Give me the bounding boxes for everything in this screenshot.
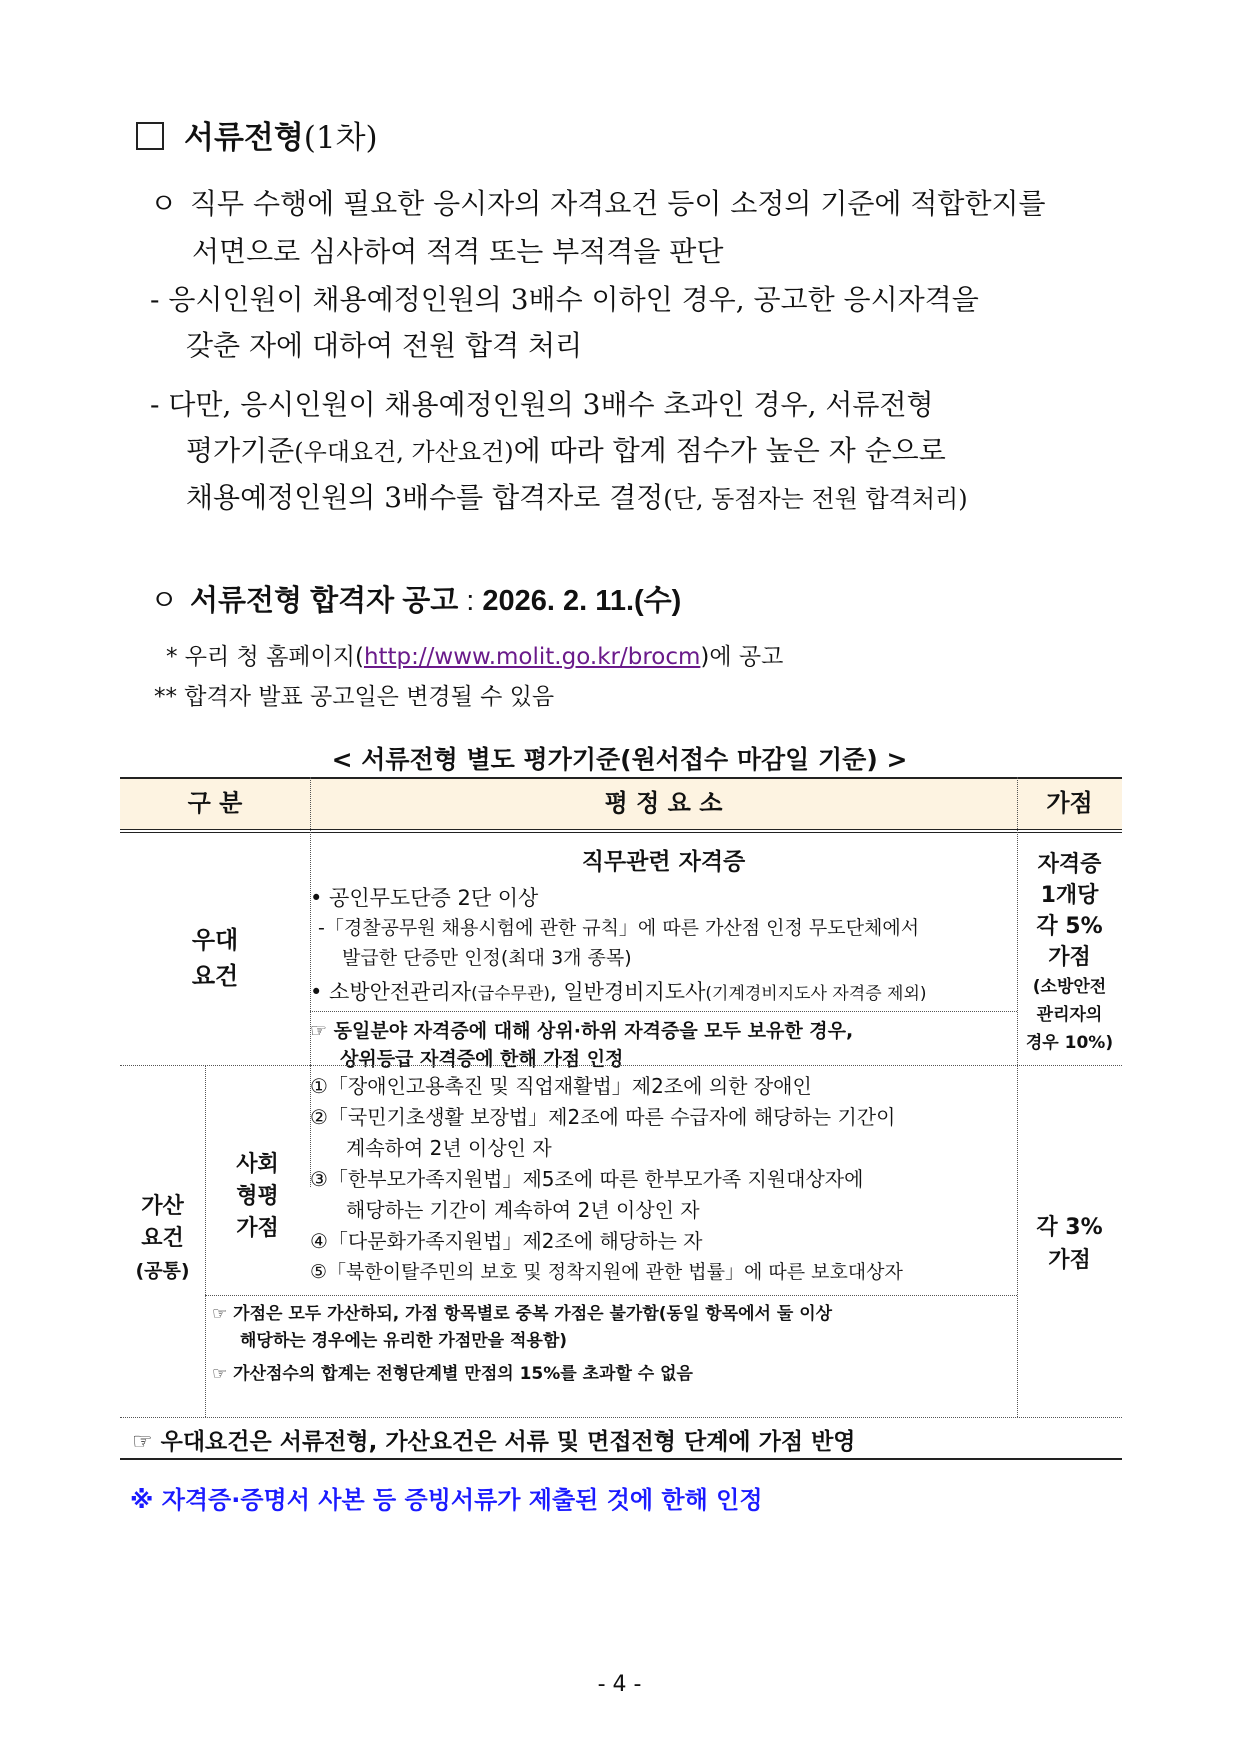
additional-note-2: ☞ 가산점수의 합계는 전형단계별 만점의 15%를 초과할 수 없음 xyxy=(212,1364,693,1384)
announcement-date: 2026. 2. 11.(수) xyxy=(482,585,682,617)
social-equity-line-1: 사회 xyxy=(236,1152,279,1177)
note-1 xyxy=(166,638,783,671)
preferred-item-2a: • 소방안전관리자 xyxy=(310,980,472,1004)
preferred-item-1-sub-2: 발급한 단증만 인정(최대 3개 종목) xyxy=(342,947,632,969)
additional-points-line-1: 각 3% xyxy=(1036,1215,1103,1240)
evidence-note: ※ 자격증·증명서 사본 등 증빙서류가 제출된 것에 한해 인정 xyxy=(130,1486,763,1514)
dash1-line-2: 갖춘 자에 대하여 전원 합격 처리 xyxy=(186,329,583,362)
preferred-item-2d: (기계경비지도사 자격증 제외) xyxy=(705,984,927,1004)
additional-item-2a: ②「국민기초생활 보장법」제2조에 따른 수급자에 해당하는 기간이 xyxy=(310,1105,896,1129)
checkbox-square-icon xyxy=(136,122,164,150)
additional-category-line-1: 가산 xyxy=(141,1194,184,1219)
header-category: 구 분 xyxy=(187,789,243,817)
dash-item-1 xyxy=(150,277,1130,369)
homepage-link[interactable]: http://www.molit.go.kr/brocm xyxy=(363,644,701,670)
preferred-points-line-4: 가점 xyxy=(1048,945,1091,970)
dash2-line-1: - 다만, 응시인원이 채용예정인원의 3배수 초과인 경우, 서류전형 xyxy=(150,388,934,421)
circle-bullet-icon: ㅇ xyxy=(150,187,178,220)
note-2: ** 합격자 발표 공고일은 변경될 수 있음 xyxy=(154,684,555,710)
additional-item-1: ①「장애인고용촉진 및 직업재활법」제2조에 의한 장애인 xyxy=(310,1074,812,1098)
additional-category-line-2: 요건 xyxy=(141,1226,184,1251)
preferred-points-line-2: 1개당 xyxy=(1040,883,1099,908)
table-title: < 서류전형 별도 평가기준(원서접수 마감일 기준) > xyxy=(331,745,908,774)
additional-note-1-line-1: ☞ 가점은 모두 가산하되, 가점 항목별로 중복 가점은 불가함(동일 항목에서 둘 이상 xyxy=(212,1304,833,1324)
social-equity-line-3: 가점 xyxy=(236,1216,279,1241)
announcement-line xyxy=(150,578,681,619)
additional-item-5: ⑤「북한이탈주민의 보호 및 정착지원에 관한 법률」에 따른 보호대상자 xyxy=(310,1261,903,1283)
preferred-item-1-sub-1: -「경찰공무원 채용시험에 관한 규칙」에 따른 가산점 인정 무도단체에서 xyxy=(318,917,920,939)
table-footer-note: ☞ 우대요건은 서류전형, 가산요건은 서류 및 면접전형 단계에 가점 반영 xyxy=(132,1429,856,1455)
header-points: 가점 xyxy=(1046,789,1093,817)
additional-note-1-line-2: 해당하는 경우에는 유리한 가점만을 적용함) xyxy=(240,1331,568,1351)
preferred-points-line-5: (소방안전 xyxy=(1032,977,1107,997)
social-equity-line-2: 형평 xyxy=(236,1184,279,1209)
preferred-note-line-2: 상위등급 자격증에 한해 가점 인정 xyxy=(340,1048,624,1070)
header-evaluation-factor: 평 정 요 소 xyxy=(604,789,723,817)
section-title xyxy=(136,112,378,157)
dash2-line-2a: 평가기준 xyxy=(186,434,295,467)
preferred-points xyxy=(1017,849,1122,1057)
note-1-prefix: * 우리 청 홈페이지( xyxy=(166,644,364,670)
dash2-line-2c: 에 따라 합계 점수가 높은 자 순으로 xyxy=(513,434,946,467)
additional-item-2b: 계속하여 2년 이상인 자 xyxy=(346,1136,552,1160)
preferred-items xyxy=(310,883,1017,1009)
announcement-label: 서류전형 합격자 공고 xyxy=(190,585,459,617)
dash-item-2 xyxy=(150,382,1130,522)
section-title-text: 서류전형 xyxy=(184,120,304,156)
circle-bullet-icon: ㅇ xyxy=(150,583,179,617)
preferred-item-1: • 공인무도단증 2단 이상 xyxy=(310,886,539,910)
preferred-item-2b: (급수무관) xyxy=(471,984,551,1004)
announcement-colon: : xyxy=(458,585,483,617)
preferred-category-line-2: 요건 xyxy=(191,962,239,990)
additional-category xyxy=(120,1191,205,1287)
preferred-points-line-1: 자격증 xyxy=(1037,852,1102,877)
preferred-points-line-3: 각 5% xyxy=(1036,914,1103,939)
additional-category-line-3: (공통) xyxy=(135,1260,190,1282)
dash2-line-3a: 채용예정인원의 3배수를 합격자로 결정 xyxy=(186,481,664,514)
evaluation-table xyxy=(120,777,1122,1417)
additional-items xyxy=(310,1071,1017,1288)
additional-item-3b: 해당하는 기간이 계속하여 2년 이상인 자 xyxy=(346,1198,700,1222)
section-title-suffix: (1차) xyxy=(303,120,378,156)
preferred-category xyxy=(120,922,310,994)
preferred-item-2c: , 일반경비지도사 xyxy=(550,980,706,1004)
additional-item-3a: ③「한부모가족지원법」제5조에 따른 한부모가족 지원대상자에 xyxy=(310,1167,864,1191)
dash1-line-1: - 응시인원이 채용예정인원의 3배수 이하인 경우, 공고한 응시자격을 xyxy=(150,283,979,316)
intro-line-2: 서면으로 심사하여 적격 또는 부적격을 판단 xyxy=(192,235,724,268)
dash2-line-3b: (단, 동점자는 전원 합격처리) xyxy=(663,485,968,513)
additional-notes xyxy=(212,1301,1017,1388)
additional-points-line-2: 가점 xyxy=(1048,1248,1091,1273)
page-number: - 4 - xyxy=(597,1672,642,1697)
preferred-heading: 직무관련 자격증 xyxy=(581,849,746,875)
intro-line-1: 직무 수행에 필요한 응시자의 자격요건 등이 소정의 기준에 적합한지를 xyxy=(190,187,1046,220)
social-equity-label xyxy=(205,1149,310,1245)
preferred-note-line-1: ☞ 동일분야 자격증에 대해 상위·하위 자격증을 모두 보유한 경우, xyxy=(310,1020,854,1042)
preferred-category-line-1: 우대 xyxy=(191,926,239,954)
dash2-line-2b: (우대요건, 가산요건) xyxy=(294,438,514,466)
additional-item-4: ④「다문화가족지원법」제2조에 해당하는 자 xyxy=(310,1229,703,1253)
intro-paragraph xyxy=(150,180,1130,276)
additional-points xyxy=(1017,1211,1122,1277)
note-1-suffix: )에 공고 xyxy=(700,644,784,670)
preferred-points-line-6: 관리자의 xyxy=(1036,1005,1103,1025)
preferred-points-line-7: 경우 10%) xyxy=(1025,1033,1114,1053)
